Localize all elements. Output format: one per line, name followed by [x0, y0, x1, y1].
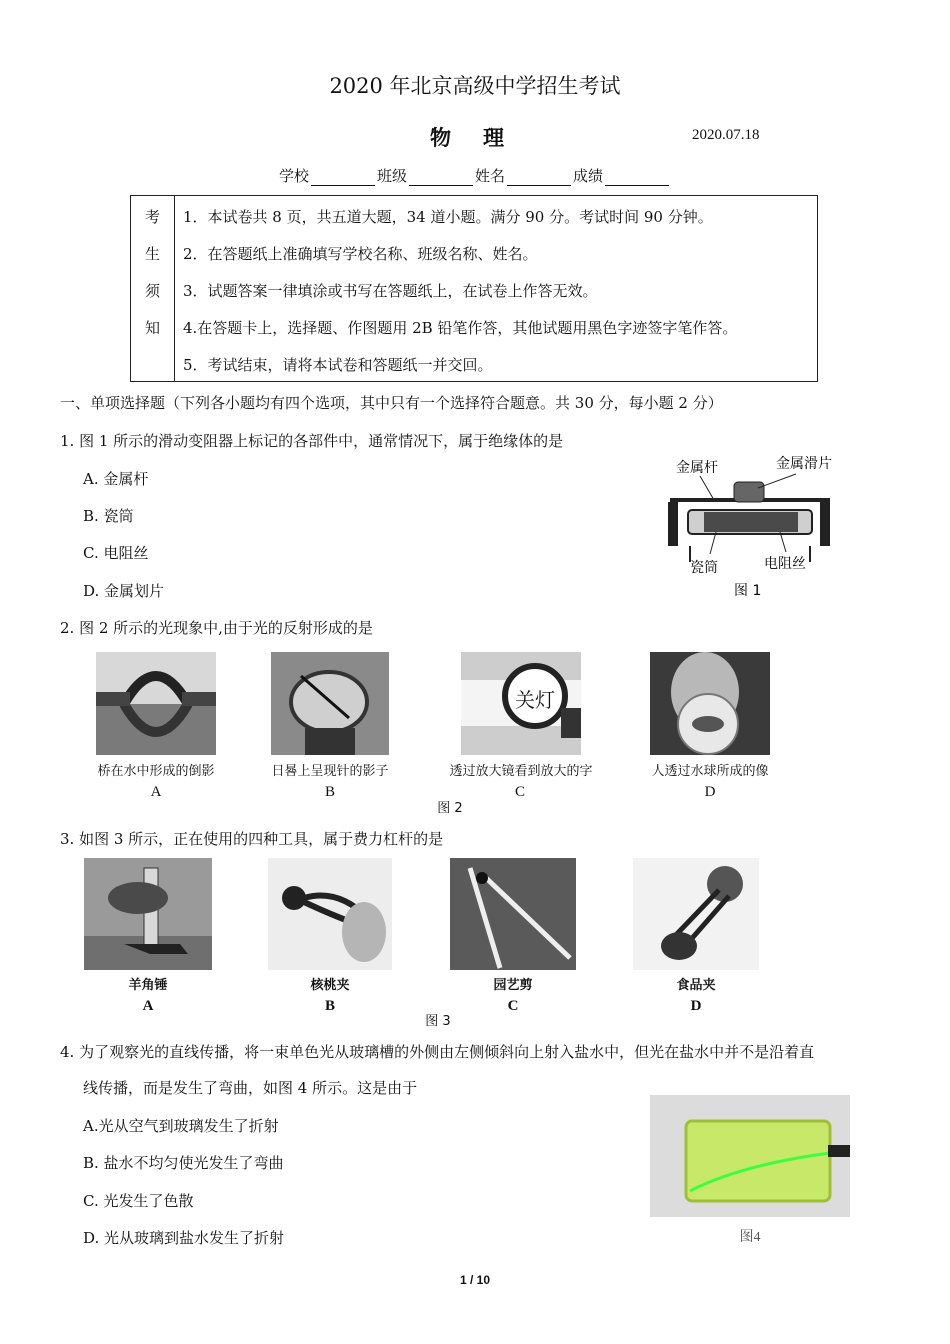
- q4-option-d[interactable]: D. 光从玻璃到盐水发生了折射: [83, 1229, 285, 1247]
- field-name-blank[interactable]: [507, 171, 571, 186]
- laser-pointer: [828, 1145, 850, 1157]
- field-score-label: 成绩: [573, 167, 604, 185]
- q3-letter-d: D: [690, 998, 702, 1014]
- q3-caption-b: 核桃夹: [310, 978, 350, 993]
- q2-image-c[interactable]: [461, 652, 581, 755]
- q4-stem-line2: 线传播，而是发生了弯曲，如图 4 所示。这是由于: [83, 1079, 418, 1097]
- q3-image-a[interactable]: [84, 858, 212, 970]
- q1-stem: 1. 图 1 所示的滑动变阻器上标记的各部件中，通常情况下，属于绝缘体的是: [60, 432, 564, 450]
- rheostat-illustration: [660, 450, 860, 600]
- q3-figure-caption: 图 3: [425, 1014, 451, 1029]
- field-class-label: 班级: [376, 167, 407, 185]
- field-school-blank[interactable]: [311, 171, 375, 186]
- notice-side-char: 知: [144, 319, 160, 337]
- q4-option-b[interactable]: B. 盐水不均匀使光发生了弯曲: [83, 1154, 284, 1172]
- q4-option-a[interactable]: A.光从空气到玻璃发生了折射: [83, 1117, 279, 1135]
- q3-letter-b: B: [324, 998, 335, 1014]
- notice-item: 3．试题答案一律填涂或书写在答题纸上，在试卷上作答无效。: [183, 282, 598, 300]
- field-class-blank[interactable]: [409, 171, 473, 186]
- q1-option-d[interactable]: D. 金属划片: [83, 582, 165, 600]
- q4-figure-caption: 图4: [739, 1230, 761, 1245]
- notice-side-char: 生: [144, 245, 160, 263]
- q2-letter-c: C: [514, 784, 525, 800]
- fig1-label-rod: 金属杆: [676, 460, 718, 476]
- q3-image-b[interactable]: [268, 858, 392, 970]
- q3-image-c[interactable]: [450, 858, 576, 970]
- q2-caption-c: 透过放大镜看到放大的字: [449, 764, 593, 779]
- q2-image-d[interactable]: [650, 652, 770, 755]
- figure-4-laser-tank: [650, 1095, 850, 1217]
- q3-letter-a: A: [142, 998, 154, 1014]
- q3-image-d[interactable]: [633, 858, 759, 970]
- field-score-blank[interactable]: [605, 171, 669, 186]
- notice-item: 2．在答题纸上准确填写学校名称、班级名称、姓名。: [183, 245, 538, 263]
- notice-item: 5．考试结束，请将本试卷和答题纸一并交回。: [183, 356, 493, 374]
- fig1-label-tube: 瓷筒: [690, 560, 718, 576]
- q3-letter-c: C: [507, 998, 519, 1014]
- exam-title: 2020 年北京高级中学招生考试: [329, 74, 621, 98]
- q3-stem: 3. 如图 3 所示，正在使用的四种工具，属于费力杠杆的是: [60, 830, 444, 848]
- student-info-line: [0, 165, 950, 186]
- notice-item: 1．本试卷共 8 页，共五道大题，34 道小题。满分 90 分。考试时间 90 分钟。: [183, 208, 713, 226]
- fig1-label-slider: 金属滑片: [776, 456, 832, 472]
- q2-letter-d: D: [704, 784, 716, 800]
- q2-caption-a: 桥在水中形成的倒影: [97, 764, 215, 779]
- q2-image-b[interactable]: [271, 652, 389, 755]
- q3-caption-c: 园艺剪: [493, 978, 533, 993]
- glass-tank: [686, 1121, 830, 1201]
- field-school-label: 学校: [278, 167, 309, 185]
- q2-caption-d: 人透过水球所成的像: [651, 764, 769, 779]
- section-heading: 一、单项选择题（下列各小题均有四个选项，其中只有一个选择符合题意。共 30 分，每小题 2 分）: [60, 394, 723, 412]
- notice-side-char: 考: [144, 208, 160, 226]
- notice-side-char: 须: [144, 282, 160, 300]
- q4-stem-line1: 4. 为了观察光的直线传播，将一束单色光从玻璃槽的外侧由左侧倾斜向上射入盐水中，但光在盐水中并不是沿着直: [60, 1043, 815, 1061]
- notice-item: 4.在答题卡上，选择题、作图题用 2B 铅笔作答，其他试题用黑色字迹签字笔作答。: [183, 319, 738, 337]
- notice-side-label: [131, 196, 175, 381]
- q2-stem: 2. 图 2 所示的光现象中,由于光的反射形成的是: [60, 619, 373, 637]
- magnified-text: 关灯: [515, 688, 555, 712]
- fig1-caption: 图 1: [734, 583, 762, 599]
- q2-letter-a: A: [150, 784, 162, 800]
- q1-option-b[interactable]: B. 瓷筒: [83, 507, 134, 525]
- q1-option-c[interactable]: C. 电阻丝: [83, 544, 149, 562]
- subject-title: 物理: [430, 125, 536, 150]
- exam-notice-box: [130, 195, 818, 382]
- field-name-label: 姓名: [475, 167, 506, 185]
- q2-image-a[interactable]: [96, 652, 216, 755]
- fig1-label-wire: 电阻丝: [764, 556, 806, 572]
- q2-letter-b: B: [324, 784, 335, 800]
- figure-1-rheostat: [660, 450, 860, 600]
- q1-option-a[interactable]: A. 金属杆: [83, 470, 149, 488]
- q3-caption-a: 羊角锤: [128, 978, 168, 993]
- page-number: 1 / 10: [459, 1273, 491, 1287]
- exam-date: 2020.07.18: [692, 127, 760, 143]
- q2-figure-caption: 图 2: [437, 801, 463, 816]
- q2-caption-b: 日晷上呈现针的影子: [271, 764, 389, 779]
- q4-option-c[interactable]: C. 光发生了色散: [83, 1192, 194, 1210]
- q3-caption-d: 食品夹: [676, 978, 716, 993]
